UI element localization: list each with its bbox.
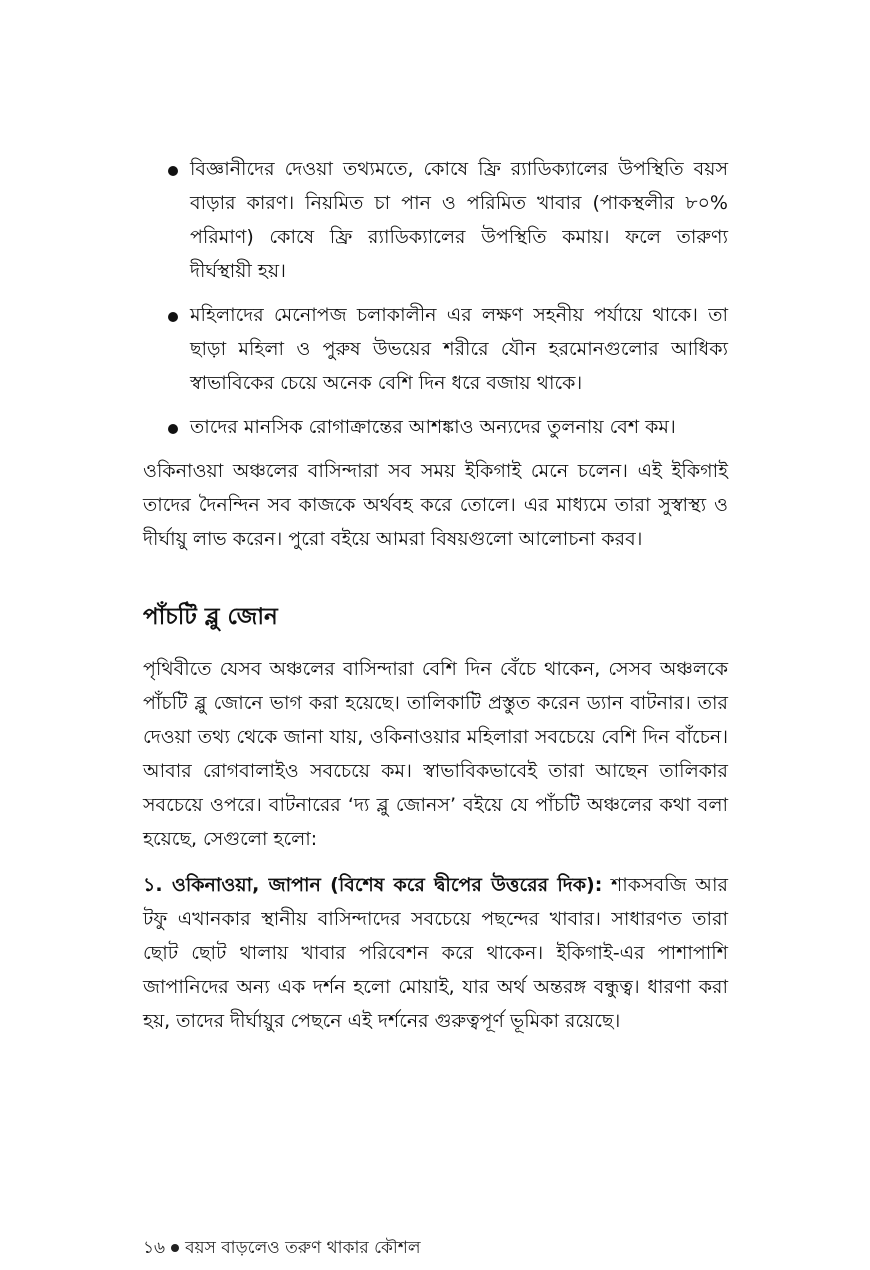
page-number: ১৬ <box>143 1238 166 1258</box>
bullet-list <box>143 152 728 444</box>
bullet-icon <box>168 166 178 176</box>
page-footer <box>143 1236 421 1260</box>
section-paragraph: পৃথিবীতে যেসব অঞ্চলের বাসিন্দারা বেশি দিন বেঁচে থাকেন, সেসব অঞ্চলকে পাঁচটি ব্লু জোনে ভাগ করা হয়েছে। তালিকাটি প্রস্তুত করেন ড্যান বাটনার। তার দেওয়া তথ্য থেকে জানা যায়, ওকিনাওয়ার মহিলারা সবচেয়ে বেশি দিন বাঁচেন। আবার রোগবালাইও সবচেয়ে কম। স্বাভাবিকভাবেই তারা আছেন তালিকার সবচেয়ে ওপরে। বাটনারের ‘দ্য ব্লু জোনস’ বইয়ে যে পাঁচটি অঞ্চলের কথা বলা হয়েছে, সেগুলো হলো: <box>143 658 728 850</box>
footer-dot-icon <box>171 1244 179 1252</box>
bullet-text: তাদের মানসিক রোগাক্রান্তের আশঙ্কাও অন্যদের তুলনায় বেশ কম। <box>190 416 676 438</box>
bullet-text: মহিলাদের মেনোপজ চলাকালীন এর লক্ষণ সহনীয় পর্যায়ে থাকে। তা ছাড়া মহিলা ও পুরুষ উভয়ের শরীরে যৌন হরমোনগুলোর আধিক্য স্বাভাবিকের চেয়ে অনেক বেশি দিন ধরে বজায় থাকে। <box>190 304 728 394</box>
page-content <box>143 152 728 1038</box>
bullet-item <box>143 298 728 400</box>
list-item-okinawa <box>143 868 728 1038</box>
book-title: বয়স বাড়লেও তরুণ থাকার কৌশল <box>185 1238 421 1258</box>
list-item-text: শাকসবজি আর টফু এখানকার স্থানীয় বাসিন্দাদের সবচেয়ে পছন্দের খাবার। সাধারণত তারা ছোট ছোট থালায় খাবার পরিবেশন করে থাকেন। ইকিগাই-এর পাশাপাশি জাপানিদের অন্য এক দর্শন হলো মোয়াই, যার অর্থ অন্তরঙ্গ বন্ধুত্ব। ধারণা করা হয়, তাদের দীর্ঘায়ুর পেছনে এই দর্শনের গুরুত্বপূর্ণ ভূমিকা রয়েছে। <box>143 874 728 1032</box>
bullet-icon <box>168 424 178 434</box>
bullet-icon <box>168 312 178 322</box>
list-item-lead: ১. ওকিনাওয়া, জাপান (বিশেষ করে দ্বীপের উত্তরের দিক): <box>143 874 603 896</box>
section-heading: পাঁচটি ব্লু জোন <box>143 604 278 630</box>
bullet-item <box>143 410 728 444</box>
bullet-item <box>143 152 728 288</box>
bullet-text: বিজ্ঞানীদের দেওয়া তথ্যমতে, কোষে ফ্রি র‍্যাডিক্যালের উপস্থিতি বয়স বাড়ার কারণ। নিয়মিত চা পান ও পরিমিত খাবার (পাকস্থলীর ৮০% পরিমাণ) কোষে ফ্রি র‍্যাডিক্যালের উপস্থিতি কমায়। ফলে তারুণ্য দীর্ঘস্থায়ী হয়। <box>190 158 728 282</box>
intro-paragraph: ওকিনাওয়া অঞ্চলের বাসিন্দারা সব সময় ইকিগাই মেনে চলেন। এই ইকিগাই তাদের দৈনন্দিন সব কাজকে অর্থবহ করে তোলে। এর মাধ্যমে তারা সুস্বাস্থ্য ও দীর্ঘায়ু লাভ করেন। পুরো বইয়ে আমরা বিষয়গুলো আলোচনা করব। <box>143 460 728 550</box>
